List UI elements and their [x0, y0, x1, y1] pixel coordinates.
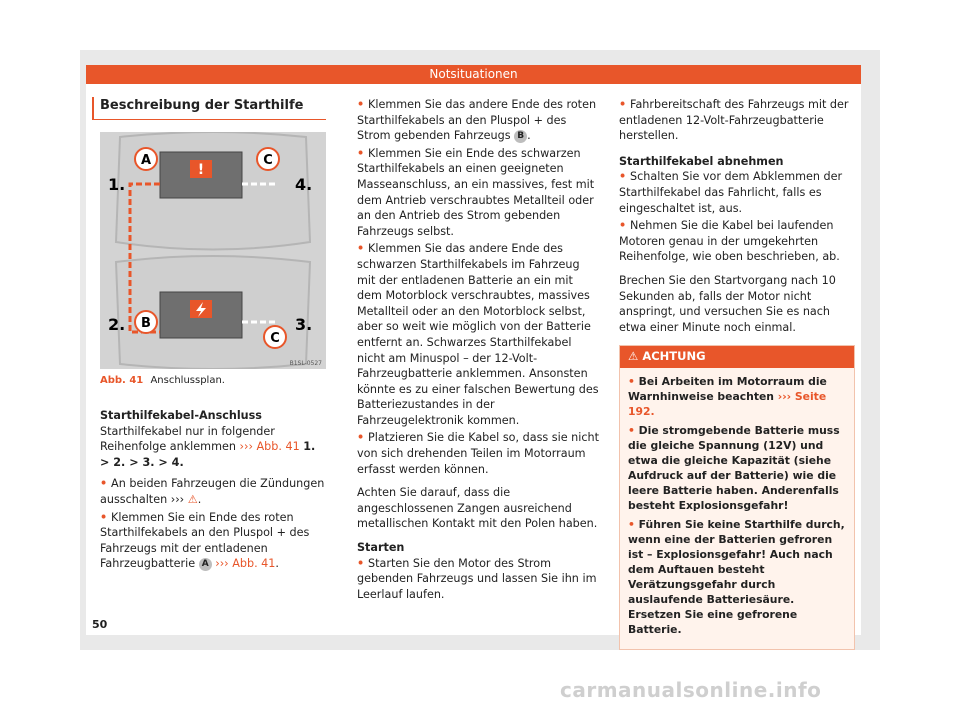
figure-caption: [100, 374, 326, 388]
column-middle: [357, 97, 601, 604]
subhead-remove: Starthilfekabel abnehmen: [619, 154, 784, 168]
marker-a-inline: A: [199, 558, 212, 571]
warning-box: [619, 345, 855, 650]
step-2-label: 2.: [108, 315, 126, 334]
page-link[interactable]: ››› Seite 192.: [628, 389, 827, 418]
bullet-black-cable: • Klemmen Sie ein Ende des schwarzen Starthilfekabels an einen geeigneten Masseanschluss, an ein massives, fest mit dem Antrieb verschraubtes Metallteil oder an den Antrieb des Strom gebenden Fahrzeugs selbst.: [357, 146, 601, 240]
warning-item: • Führen Sie keine Starthilfe durch, wenn eine der Batterien gefroren ist – Explosionsgefahr! Auch nach dem Auftauen besteht Verätzungsgefahr durch auslaufende Batteriesäure. Ersetzen Sie eine gefrorene Batterie.: [628, 517, 846, 637]
chapter-header: Notsituationen: [86, 65, 861, 84]
marker-a: A: [140, 153, 152, 168]
step-1-label: 1.: [108, 175, 126, 194]
warning-triangle-icon: ⚠: [187, 492, 198, 506]
bullet-black-cable-other: • Klemmen Sie das andere Ende des schwarzen Starthilfekabels im Fahrzeug mit der entladenen Batterie an ein mit dem Motorblock verschraubtes, massives Metallteil oder an den Motorblock selbst, aber so weit wie möglich von der Batterie entfernt an. Schwarzes Starthilfekabel nicht am Minuspol – der 12-Volt-Fahrzeugbatterie anklemmen. Ansonsten könnte es zu einer falschen Bewertung des Batteriezustandes in der Fahrzeugelektronik kommen.: [357, 241, 601, 428]
step-3-label: 3.: [295, 315, 313, 334]
warning-header-icon: ⚠: [628, 349, 639, 364]
step-4-label: 4.: [295, 175, 313, 194]
marker-c-bottom: C: [270, 331, 280, 346]
bullet-other-end: • Klemmen Sie das andere Ende des roten Starthilfekabels an den Pluspol + des Strom gebenden Fahrzeugs B .: [357, 97, 601, 144]
figure-caption-text: Anschlussplan.: [150, 375, 225, 386]
jump-start-diagram: [100, 132, 326, 369]
bullet-ignition: • An beiden Fahrzeugen die Zündungen ausschalten ››› ⚠.: [100, 476, 326, 507]
column-left: [100, 97, 326, 574]
marker-c-top: C: [263, 153, 273, 168]
watermark: carmanualsonline.info: [560, 678, 822, 702]
marker-b-inline: B: [514, 130, 527, 143]
page-number: 50: [92, 618, 108, 631]
marker-b: B: [141, 316, 151, 331]
warning-body: [620, 368, 854, 649]
jump-start-figure: [100, 132, 326, 369]
bullet-start-engine: • Starten Sie den Motor des Strom gebenden Fahrzeugs und lassen Sie ihn im Leerlauf laufen.: [357, 556, 601, 603]
figure-code: B1SL-0527: [289, 360, 322, 367]
column-right: [619, 97, 855, 650]
subhead-connection: Starthilfekabel-Anschluss: [100, 409, 262, 422]
bullet-red-cable: • Klemmen Sie ein Ende des roten Starthilfekabels an den Pluspol + des Fahrzeugs mit der entladenen Fahrzeugbatterie A ››› Abb. 41.: [100, 510, 326, 572]
figure-label: Abb. 41: [100, 375, 144, 386]
bullet-placement: • Platzieren Sie die Kabel so, dass sie nicht von sich drehenden Teilen im Motorraum erfasst werden können.: [357, 430, 601, 477]
bullet-reverse-order: • Nehmen Sie die Kabel bei laufenden Motoren genau in der umgekehrten Reihenfolge, wie oben beschrieben, ab.: [619, 218, 855, 265]
warning-item: • Bei Arbeiten im Motorraum die Warnhinweise beachten ››› Seite 192.: [628, 374, 846, 419]
manual-page: [86, 65, 861, 635]
warning-glyph: !: [197, 162, 205, 178]
bullet-lights-off: • Schalten Sie vor dem Abklemmen der Starthilfekabel das Fahrlicht, falls es eingeschaltet ist, aus.: [619, 169, 855, 216]
section-title: Beschreibung der Starthilfe: [92, 97, 326, 120]
contact-note: Achten Sie darauf, dass die angeschlossenen Zangen ausreichend metallischen Kontakt mit den Polen haben.: [357, 486, 598, 531]
figure-link[interactable]: ››› Abb. 41: [239, 440, 300, 454]
subhead-start: Starten: [357, 541, 405, 555]
bullet-readiness: • Fahrbereitschaft des Fahrzeugs mit der entladenen 12-Volt-Fahrzeugbatterie herstellen.: [619, 97, 855, 144]
figure-link-2[interactable]: ››› Abb. 41: [215, 557, 276, 571]
warning-item: • Die stromgebende Batterie muss die gleiche Spannung (12V) und etwa die gleiche Kapazität (siehe Aufdruck auf der Batterie) wie die leere Batterie haben. Anderenfalls besteht Explosionsgefahr!: [628, 423, 846, 513]
warning-header: ⚠ ACHTUNG: [620, 346, 854, 368]
connection-intro: Starthilfekabel nur in folgender Reihenfolge anklemmen ››› Abb. 41 1. > 2. > 3. > 4.: [100, 424, 316, 469]
retry-note: Brechen Sie den Startvorgang nach 10 Sekunden ab, falls der Motor nicht anspringt, und versuchen Sie es nach etwa einer Minute noch einmal.: [619, 273, 836, 334]
